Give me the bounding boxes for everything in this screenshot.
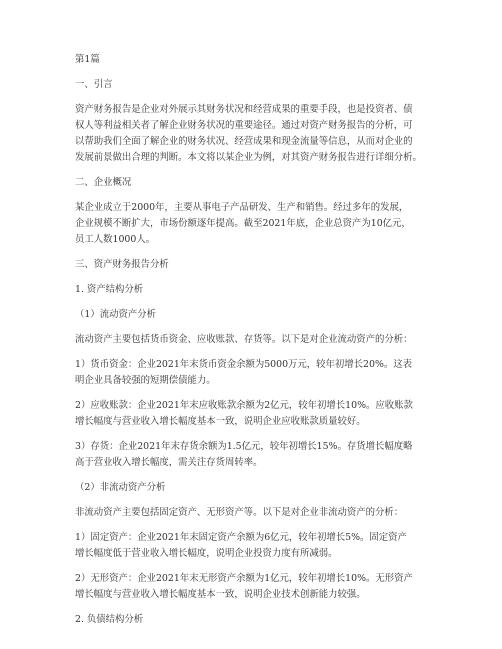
list-item-receivables	[75, 398, 435, 430]
introduction-paragraph	[75, 102, 435, 166]
list-item-intangible-assets	[75, 571, 435, 603]
section-heading-company-overview: 二、企业概况	[75, 177, 132, 188]
paragraph-line: 权人等利益相关者了解企业财务状况的重要途径。通过对资产财务报告的分析，可	[75, 120, 413, 131]
subsection-heading-liability-structure: 2. 负债结构分析	[75, 614, 144, 625]
list-item-line: 增长幅度与营业收入增长幅度基本一致，说明企业应收账款质量较好。	[75, 416, 366, 427]
company-overview-paragraph	[75, 200, 435, 248]
list-item-line: 2）无形资产：企业2021年末无形资产余额为1亿元，较年初增长10%。无形资产	[75, 573, 413, 584]
document-page	[75, 52, 435, 628]
list-item-line: 1）货币资金：企业2021年末货币资金余额为5000万元，较年初增长20%。这表	[75, 359, 413, 370]
list-item-line: 2）应收账款：企业2021年末应收账款余额为2亿元，较年初增长10%。应收账款	[75, 400, 413, 411]
section-heading-financial-analysis: 三、资产财务报告分析	[75, 259, 169, 270]
list-item-line: 高于营业收入增长幅度，需关注存货周转率。	[75, 457, 263, 468]
subsubsection-heading-current-assets: （1）流动资产分析	[75, 309, 156, 320]
list-item-line: 明企业具备较强的短期偿债能力。	[75, 375, 216, 386]
list-item-cash	[75, 357, 435, 389]
section-heading-introduction: 一、引言	[75, 79, 113, 90]
list-item-line: 3）存货：企业2021年末存货余额为1.5亿元，较年初增长15%。存货增长幅度略	[75, 441, 413, 452]
paragraph-line: 资产财务报告是企业对外展示其财务状况和经营成果的重要手段，也是投资者、债	[75, 104, 413, 115]
list-item-fixed-assets	[75, 530, 435, 562]
current-assets-intro: 流动资产主要包括货币资金、应收账款、存货等。以下是对企业流动资产的分析：	[75, 334, 413, 345]
noncurrent-assets-intro: 非流动资产主要包括固定资产、无形资产等。以下是对企业非流动资产的分析：	[75, 507, 404, 518]
paragraph-line: 某企业成立于2000年，主要从事电子产品研发、生产和销售。经过多年的发展，	[75, 202, 409, 213]
list-item-line: 增长幅度低于营业收入增长幅度，说明企业投资力度有所减弱。	[75, 548, 338, 559]
subsubsection-heading-noncurrent-assets: （2）非流动资产分析	[75, 482, 166, 493]
list-item-line: 1）固定资产：企业2021年末固定资产余额为6亿元，较年初增长5%。固定资产	[75, 532, 407, 543]
paragraph-line: 发展前景做出合理的判断。本文将以某企业为例，对其资产财务报告进行详细分析。	[75, 152, 422, 163]
paragraph-line: 以帮助我们全面了解企业的财务状况、经营成果和现金流量等信息，从而对企业的	[75, 136, 413, 147]
paragraph-line: 员工人数1000人。	[75, 234, 156, 245]
paragraph-line: 企业规模不断扩大，市场份额逐年提高。截至2021年底，企业总资产为10亿元，	[75, 218, 411, 229]
chapter-title: 第1篇	[75, 54, 100, 65]
list-item-inventory	[75, 439, 435, 471]
list-item-line: 增长幅度与营业收入增长幅度基本一致，说明企业技术创新能力较强。	[75, 589, 366, 600]
subsection-heading-asset-structure: 1. 资产结构分析	[75, 284, 144, 295]
